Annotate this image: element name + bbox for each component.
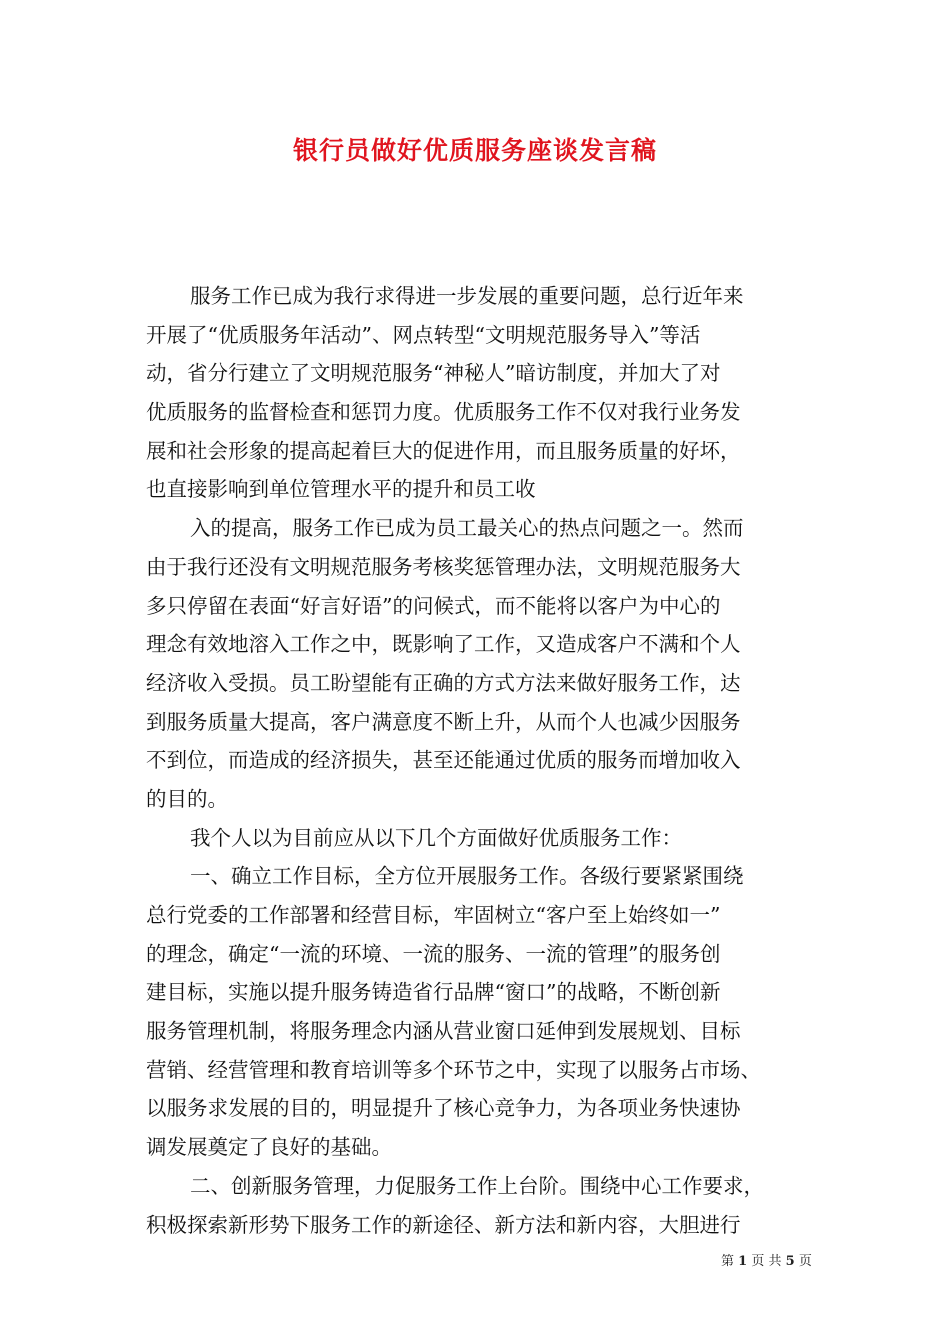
paragraph-line: 优质服务的监督检查和惩罚力度。优质服务工作不仅对我行业务发 xyxy=(146,400,741,425)
paragraph-line: 二、创新服务管理，力促服务工作上台阶。围绕中心工作要求， xyxy=(190,1173,764,1198)
document-title: 银行员做好优质服务座谈发言稿 xyxy=(292,136,657,165)
paragraph-line: 以服务求发展的目的，明显提升了核心竞争力，为各项业务快速协 xyxy=(146,1096,741,1121)
paragraph-line: 的目的。 xyxy=(146,786,228,811)
paragraph-line: 由于我行还没有文明规范服务考核奖惩管理办法，文明规范服务大 xyxy=(146,554,741,579)
paragraph-line: 也直接影响到单位管理水平的提升和员工收 xyxy=(146,477,536,502)
paragraph-line: 服务工作已成为我行求得进一步发展的重要问题，总行近年来 xyxy=(190,284,744,308)
paragraph-line: 建目标，实施以提升服务铸造省行品牌“窗口”的战略，不断创新 xyxy=(146,980,721,1005)
paragraph-line: 开展了“优质服务年活动”、网点转型“文明规范服务导入”等活 xyxy=(146,322,701,347)
footer-prefix: 第 xyxy=(721,1254,735,1269)
paragraph-line: 不到位，而造成的经济损失，甚至还能通过优质的服务而增加收入 xyxy=(146,748,741,773)
paragraph-line: 一、确立工作目标，全方位开展服务工作。各级行要紧紧围绕 xyxy=(190,864,744,889)
page-footer xyxy=(721,1250,812,1269)
footer-mid: 页 共 xyxy=(751,1254,782,1269)
paragraph-line: 理念有效地溶入工作之中，既影响了工作，又造成客户不满和个人 xyxy=(146,632,741,657)
paragraph-line: 入的提高，服务工作已成为员工最关心的热点问题之一。然而 xyxy=(190,516,744,541)
paragraph-line: 调发展奠定了良好的基础。 xyxy=(146,1135,392,1160)
paragraph-line: 到服务质量大提高，客户满意度不断上升，从而个人也减少因服务 xyxy=(146,709,741,734)
paragraph-line: 多只停留在表面“好言好语”的问候式，而不能将以客户为中心的 xyxy=(146,593,721,618)
paragraph-line: 我个人以为目前应从以下几个方面做好优质服务工作： xyxy=(190,825,682,850)
paragraph-line: 的理念，确定“一流的环境、一流的服务、一流的管理”的服务创 xyxy=(146,941,721,966)
paragraph-line: 服务管理机制，将服务理念内涵从营业窗口延伸到发展规划、目标 xyxy=(146,1019,741,1044)
footer-total-pages: 5 xyxy=(785,1254,795,1269)
document-body xyxy=(146,277,810,1244)
paragraph-line: 展和社会形象的提高起着巨大的促进作用，而且服务质量的好坏， xyxy=(146,438,741,463)
footer-suffix: 页 xyxy=(798,1254,812,1269)
paragraph-line: 经济收入受损。员工盼望能有正确的方式方法来做好服务工作，达 xyxy=(146,670,741,695)
paragraph-line: 总行党委的工作部署和经营目标，牢固树立“客户至上始终如一” xyxy=(146,903,721,927)
paragraph-line: 积极探索新形势下服务工作的新途径、新方法和新内容，大胆进行 xyxy=(146,1212,741,1237)
paragraph-line: 动，省分行建立了文明规范服务“神秘人”暗访制度，并加大了对 xyxy=(146,361,721,386)
footer-page-number: 1 xyxy=(738,1254,748,1269)
paragraph-line: 营销、经营管理和教育培训等多个环节之中，实现了以服务占市场、 xyxy=(146,1057,761,1082)
